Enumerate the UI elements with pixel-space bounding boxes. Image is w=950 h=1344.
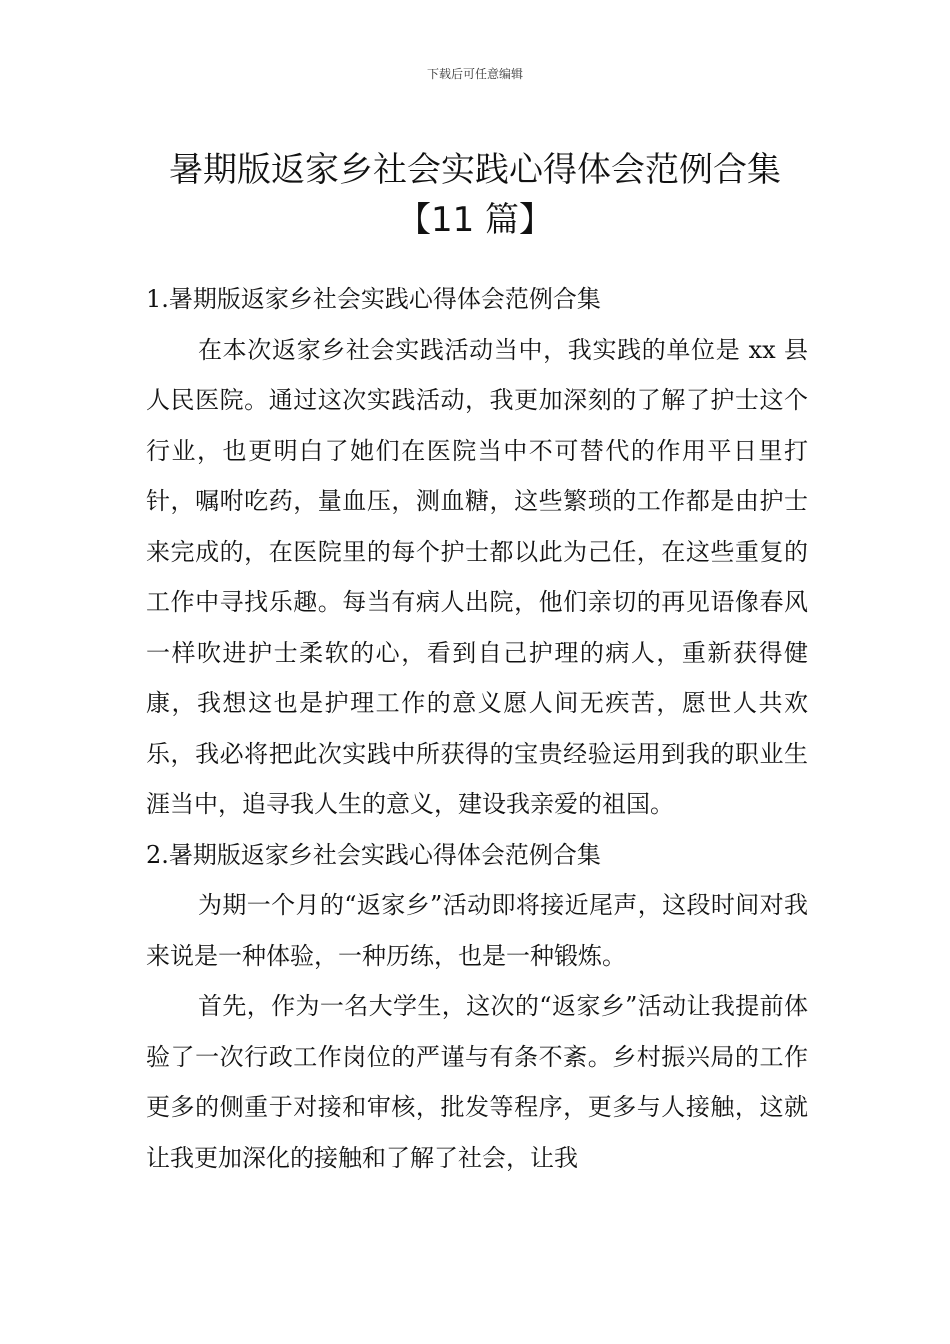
section-2-heading: 2.暑期版返家乡社会实践心得体会范例合集 [146,840,601,869]
section-2-paragraph-1: 为期一个月的“返家乡”活动即将接近尾声，这段时间对我来说是一种体验，一种历练，也是一种锻炼。 [146,891,808,970]
header-note: 下载后可任意编辑 [426,67,523,81]
section-1-paragraph-1: 在本次返家乡社会实践活动当中，我实践的单位是 xx 县人民医院。通过这次实践活动，我更加深刻的了解了护士这个行业，也更明白了她们在医院当中不可替代的作用平日里打针，嘱咐吃药，量血压，测血糖，这些繁琐的工作都是由护士来完成的，在医院里的每个护士都以此为己任，在这些重复的工作中寻找乐趣。每当有病人出院，他们亲切的再见语像春风一样吹进护士柔软的心，看到自己护理的病人，重新获得健康，我想这也是护理工作的意义愿人间无疾苦，愿世人共欢乐，我必将把此次实践中所获得的宝贵经验运用到我的职业生涯当中，追寻我人生的意义，建设我亲爱的祖国。 [146,335,808,818]
document-title-line-2: 【11 篇】 [396,199,554,240]
document-body [146,274,808,1183]
section-2-paragraph-2: 首先，作为一名大学生，这次的“返家乡”活动让我提前体验了一次行政工作岗位的严谨与有条不紊。乡村振兴局的工作更多的侧重于对接和审核，批发等程序，更多与人接触，这就让我更加深化的接触和了解了社会，让我 [146,992,808,1172]
document-title-line-1: 暑期版返家乡社会实践心得体会范例合集 [169,149,781,190]
section-1-heading: 1.暑期版返家乡社会实践心得体会范例合集 [146,285,601,313]
document-title [120,145,830,245]
